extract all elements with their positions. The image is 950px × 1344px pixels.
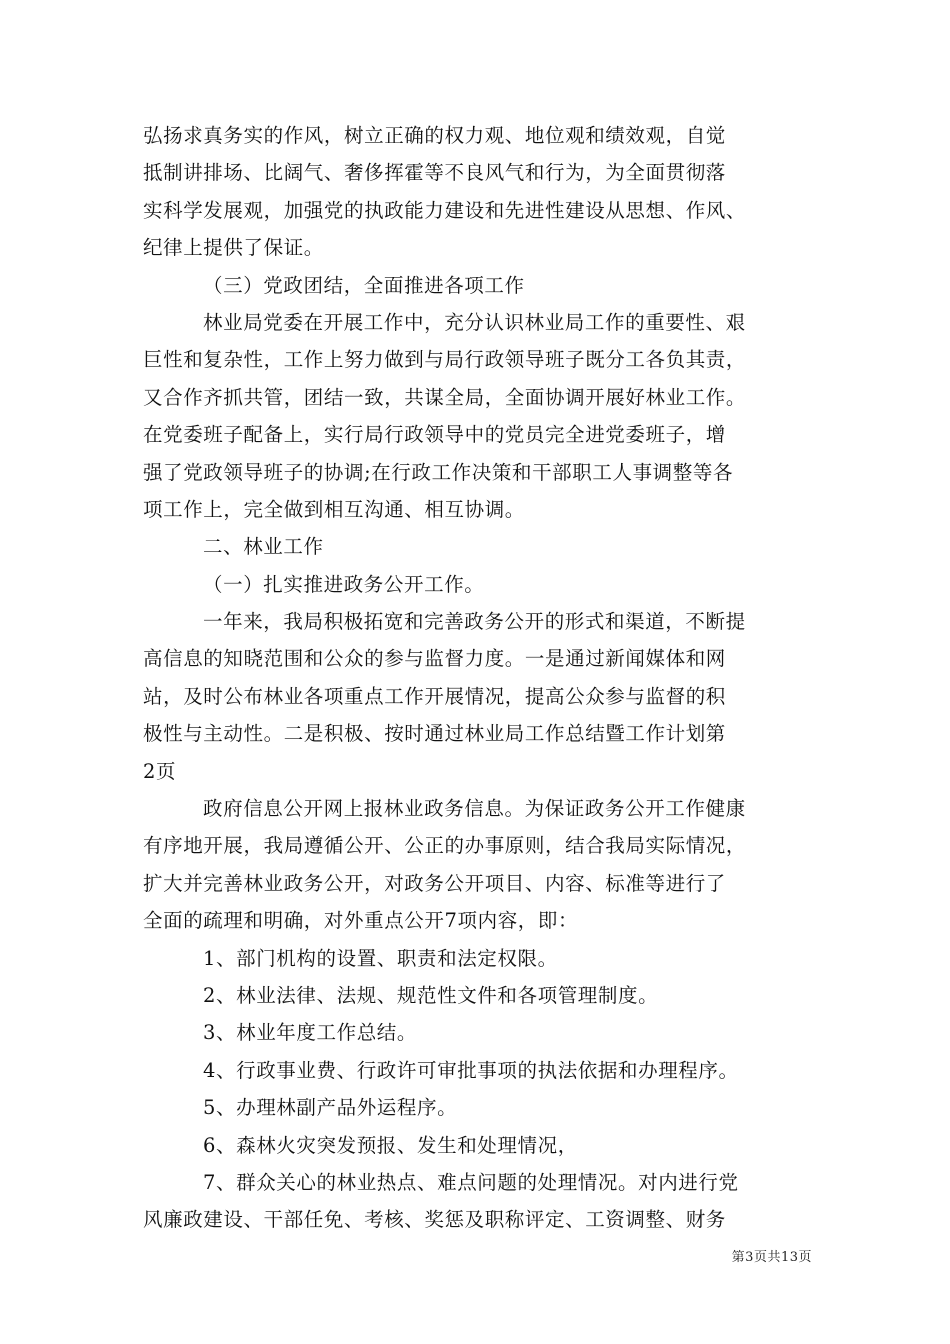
- text-line: 极性与主动性。二是积极、按时通过林业局工作总结暨工作计划第: [143, 722, 726, 746]
- list-item: 4、行政事业费、行政许可审批事项的执法依据和办理程序。: [203, 1058, 739, 1082]
- text-line: 政府信息公开网上报林业政务信息。为保证政务公开工作健康: [203, 797, 746, 821]
- section-heading: 二、林业工作: [203, 535, 324, 559]
- list-item: 3、林业年度工作总结。: [203, 1021, 418, 1045]
- text-line: 一年来，我局积极拓宽和完善政务公开的形式和渠道，不断提: [203, 610, 746, 634]
- text-line: 全面的疏理和明确，对外重点公开7项内容，即：: [143, 909, 579, 933]
- text-line: 抵制讲排场、比阔气、奢侈挥霍等不良风气和行为，为全面贯彻落: [143, 161, 726, 185]
- text-line: 又合作齐抓共管，团结一致，共谋全局，全面协调开展好林业工作。: [143, 385, 747, 409]
- document-body: [143, 117, 823, 1239]
- text-line: 强了党政领导班子的协调;在行政工作决策和干部职工人事调整等各: [143, 460, 734, 484]
- text-line: 站，及时公布林业各项重点工作开展情况，提高公众参与监督的积: [143, 684, 726, 708]
- text-line: 巨性和复杂性，工作上努力做到与局行政领导班子既分工各负其责，: [143, 348, 747, 372]
- list-item: 1、部门机构的设置、职责和法定权限。: [203, 946, 558, 970]
- section-heading: （一）扎实推进政务公开工作。: [203, 572, 485, 596]
- text-line: 扩大并完善林业政务公开，对政务公开项目、内容、标准等进行了: [143, 871, 726, 895]
- text-line: 实科学发展观，加强党的执政能力建设和先进性建设从思想、作风、: [143, 198, 747, 222]
- text-line: 在党委班子配备上，实行局行政领导中的党员完全进党委班子，增: [143, 423, 726, 447]
- page-number-footer: 第3页共13页: [731, 1250, 812, 1265]
- text-line: 2页: [143, 759, 177, 783]
- list-item: 5、办理林副产品外运程序。: [203, 1096, 458, 1120]
- text-line: 纪律上提供了保证。: [143, 236, 324, 260]
- text-line: 有序地开展，我局遵循公开、公正的办事原则，结合我局实际情况，: [143, 834, 747, 858]
- list-item: 7、群众关心的林业热点、难点问题的处理情况。对内进行党: [203, 1170, 739, 1194]
- text-line: 风廉政建设、干部任免、考核、奖惩及职称评定、工资调整、财务: [143, 1208, 726, 1232]
- text-line: 林业局党委在开展工作中，充分认识林业局工作的重要性、艰: [203, 310, 746, 334]
- list-item: 2、林业法律、法规、规范性文件和各项管理制度。: [203, 983, 659, 1007]
- list-item: 6、森林火灾突发预报、发生和处理情况，: [203, 1133, 578, 1157]
- section-heading: （三）党政团结，全面推进各项工作: [203, 273, 525, 297]
- text-line: 高信息的知晓范围和公众的参与监督力度。一是通过新闻媒体和网: [143, 647, 726, 671]
- text-line: 项工作上，完全做到相互沟通、相互协调。: [143, 497, 525, 521]
- text-line: 弘扬求真务实的作风，树立正确的权力观、地位观和绩效观，自觉: [143, 124, 726, 147]
